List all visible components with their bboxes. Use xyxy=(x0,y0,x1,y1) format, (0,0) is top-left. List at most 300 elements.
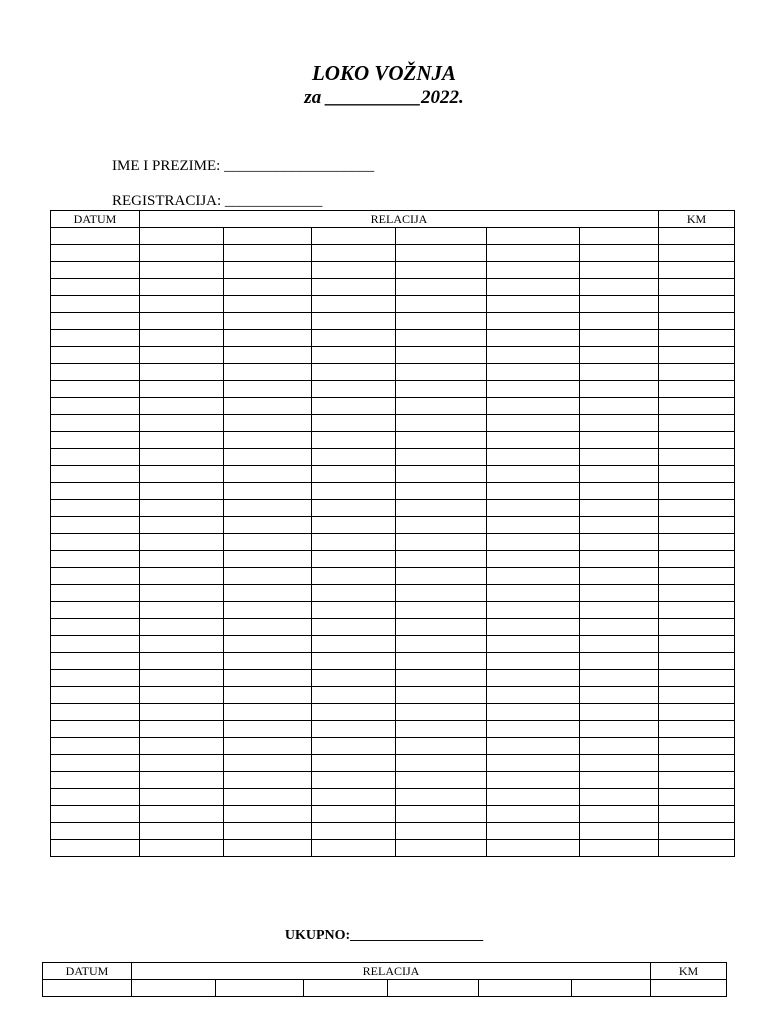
route-cell[interactable] xyxy=(216,980,304,997)
route-cell[interactable] xyxy=(140,517,224,534)
route-cell[interactable] xyxy=(224,551,312,568)
route-cell[interactable] xyxy=(580,772,659,789)
route-cell[interactable] xyxy=(140,806,224,823)
table-row[interactable] xyxy=(51,738,735,755)
table-row[interactable] xyxy=(51,279,735,296)
route-cell[interactable] xyxy=(396,279,487,296)
date-cell[interactable] xyxy=(51,721,140,738)
route-cell[interactable] xyxy=(396,296,487,313)
table-row[interactable] xyxy=(51,568,735,585)
route-cell[interactable] xyxy=(580,534,659,551)
km-cell[interactable] xyxy=(659,296,735,313)
km-cell[interactable] xyxy=(659,636,735,653)
route-cell[interactable] xyxy=(487,483,580,500)
date-cell[interactable] xyxy=(51,381,140,398)
route-cell[interactable] xyxy=(487,772,580,789)
route-cell[interactable] xyxy=(487,687,580,704)
table-row[interactable] xyxy=(51,398,735,415)
route-cell[interactable] xyxy=(224,330,312,347)
route-cell[interactable] xyxy=(487,245,580,262)
km-cell[interactable] xyxy=(659,330,735,347)
route-cell[interactable] xyxy=(487,789,580,806)
route-cell[interactable] xyxy=(580,415,659,432)
date-cell[interactable] xyxy=(51,551,140,568)
route-cell[interactable] xyxy=(580,602,659,619)
route-cell[interactable] xyxy=(580,364,659,381)
route-cell[interactable] xyxy=(224,823,312,840)
km-cell[interactable] xyxy=(659,653,735,670)
route-cell[interactable] xyxy=(224,398,312,415)
route-cell[interactable] xyxy=(580,466,659,483)
table-row[interactable] xyxy=(51,483,735,500)
km-cell[interactable] xyxy=(659,670,735,687)
route-cell[interactable] xyxy=(312,364,396,381)
route-cell[interactable] xyxy=(487,330,580,347)
route-cell[interactable] xyxy=(572,980,651,997)
km-cell[interactable] xyxy=(651,980,727,997)
km-cell[interactable] xyxy=(659,806,735,823)
route-cell[interactable] xyxy=(312,636,396,653)
route-cell[interactable] xyxy=(580,449,659,466)
route-cell[interactable] xyxy=(396,738,487,755)
date-cell[interactable] xyxy=(51,585,140,602)
route-cell[interactable] xyxy=(487,568,580,585)
date-cell[interactable] xyxy=(51,534,140,551)
route-cell[interactable] xyxy=(396,670,487,687)
km-cell[interactable] xyxy=(659,534,735,551)
route-cell[interactable] xyxy=(140,687,224,704)
route-cell[interactable] xyxy=(312,619,396,636)
route-cell[interactable] xyxy=(396,449,487,466)
route-cell[interactable] xyxy=(140,772,224,789)
route-cell[interactable] xyxy=(312,517,396,534)
date-cell[interactable] xyxy=(51,296,140,313)
km-cell[interactable] xyxy=(659,704,735,721)
route-cell[interactable] xyxy=(487,738,580,755)
table-row[interactable] xyxy=(51,823,735,840)
km-cell[interactable] xyxy=(659,772,735,789)
route-cell[interactable] xyxy=(580,296,659,313)
table-row[interactable] xyxy=(51,347,735,364)
route-cell[interactable] xyxy=(140,738,224,755)
route-cell[interactable] xyxy=(396,789,487,806)
route-cell[interactable] xyxy=(396,568,487,585)
route-cell[interactable] xyxy=(487,432,580,449)
route-cell[interactable] xyxy=(224,534,312,551)
route-cell[interactable] xyxy=(487,636,580,653)
route-cell[interactable] xyxy=(580,228,659,245)
date-cell[interactable] xyxy=(51,840,140,857)
route-cell[interactable] xyxy=(224,296,312,313)
route-cell[interactable] xyxy=(580,483,659,500)
table-row[interactable] xyxy=(51,500,735,517)
route-cell[interactable] xyxy=(580,789,659,806)
km-cell[interactable] xyxy=(659,602,735,619)
date-cell[interactable] xyxy=(51,347,140,364)
route-cell[interactable] xyxy=(224,466,312,483)
km-cell[interactable] xyxy=(659,245,735,262)
route-cell[interactable] xyxy=(580,670,659,687)
route-cell[interactable] xyxy=(140,704,224,721)
route-cell[interactable] xyxy=(312,500,396,517)
route-cell[interactable] xyxy=(479,980,572,997)
km-cell[interactable] xyxy=(659,585,735,602)
route-cell[interactable] xyxy=(396,483,487,500)
route-cell[interactable] xyxy=(487,602,580,619)
route-cell[interactable] xyxy=(580,398,659,415)
route-cell[interactable] xyxy=(396,364,487,381)
route-cell[interactable] xyxy=(487,517,580,534)
route-cell[interactable] xyxy=(140,466,224,483)
route-cell[interactable] xyxy=(140,534,224,551)
route-cell[interactable] xyxy=(580,347,659,364)
table-row[interactable] xyxy=(51,602,735,619)
route-cell[interactable] xyxy=(224,228,312,245)
route-cell[interactable] xyxy=(312,568,396,585)
route-cell[interactable] xyxy=(312,653,396,670)
table-row[interactable] xyxy=(51,653,735,670)
route-cell[interactable] xyxy=(396,619,487,636)
date-cell[interactable] xyxy=(51,279,140,296)
route-cell[interactable] xyxy=(396,415,487,432)
route-cell[interactable] xyxy=(224,313,312,330)
route-cell[interactable] xyxy=(396,228,487,245)
route-cell[interactable] xyxy=(224,279,312,296)
km-cell[interactable] xyxy=(659,755,735,772)
date-cell[interactable] xyxy=(51,806,140,823)
date-cell[interactable] xyxy=(51,602,140,619)
table-row[interactable] xyxy=(51,551,735,568)
km-cell[interactable] xyxy=(659,313,735,330)
table-row[interactable] xyxy=(51,296,735,313)
km-cell[interactable] xyxy=(659,364,735,381)
route-cell[interactable] xyxy=(140,568,224,585)
route-cell[interactable] xyxy=(487,381,580,398)
km-cell[interactable] xyxy=(659,279,735,296)
route-cell[interactable] xyxy=(140,823,224,840)
km-cell[interactable] xyxy=(659,449,735,466)
route-cell[interactable] xyxy=(487,364,580,381)
route-cell[interactable] xyxy=(140,789,224,806)
date-cell[interactable] xyxy=(51,449,140,466)
route-cell[interactable] xyxy=(312,585,396,602)
route-cell[interactable] xyxy=(396,653,487,670)
route-cell[interactable] xyxy=(580,619,659,636)
route-cell[interactable] xyxy=(224,517,312,534)
table-row[interactable] xyxy=(51,772,735,789)
route-cell[interactable] xyxy=(224,687,312,704)
route-cell[interactable] xyxy=(396,687,487,704)
route-cell[interactable] xyxy=(388,980,479,997)
km-cell[interactable] xyxy=(659,551,735,568)
route-cell[interactable] xyxy=(312,755,396,772)
route-cell[interactable] xyxy=(396,381,487,398)
km-cell[interactable] xyxy=(659,568,735,585)
route-cell[interactable] xyxy=(396,840,487,857)
km-cell[interactable] xyxy=(659,415,735,432)
date-cell[interactable] xyxy=(51,755,140,772)
route-cell[interactable] xyxy=(580,738,659,755)
route-cell[interactable] xyxy=(224,415,312,432)
route-cell[interactable] xyxy=(487,313,580,330)
route-cell[interactable] xyxy=(140,840,224,857)
route-cell[interactable] xyxy=(224,602,312,619)
route-cell[interactable] xyxy=(487,347,580,364)
km-cell[interactable] xyxy=(659,381,735,398)
route-cell[interactable] xyxy=(224,806,312,823)
route-cell[interactable] xyxy=(580,840,659,857)
date-cell[interactable] xyxy=(51,415,140,432)
route-cell[interactable] xyxy=(312,840,396,857)
table-row[interactable] xyxy=(51,704,735,721)
route-cell[interactable] xyxy=(580,279,659,296)
table-row[interactable] xyxy=(51,245,735,262)
table-row[interactable] xyxy=(51,517,735,534)
route-cell[interactable] xyxy=(396,585,487,602)
route-cell[interactable] xyxy=(312,823,396,840)
route-cell[interactable] xyxy=(396,704,487,721)
route-cell[interactable] xyxy=(224,636,312,653)
route-cell[interactable] xyxy=(312,670,396,687)
route-cell[interactable] xyxy=(312,806,396,823)
route-cell[interactable] xyxy=(396,245,487,262)
date-cell[interactable] xyxy=(51,398,140,415)
route-cell[interactable] xyxy=(580,262,659,279)
route-cell[interactable] xyxy=(224,789,312,806)
route-cell[interactable] xyxy=(140,619,224,636)
table-row[interactable] xyxy=(51,636,735,653)
route-cell[interactable] xyxy=(487,551,580,568)
route-cell[interactable] xyxy=(580,755,659,772)
route-cell[interactable] xyxy=(580,687,659,704)
route-cell[interactable] xyxy=(396,721,487,738)
route-cell[interactable] xyxy=(396,823,487,840)
route-cell[interactable] xyxy=(224,840,312,857)
route-cell[interactable] xyxy=(140,279,224,296)
table-row[interactable] xyxy=(51,466,735,483)
route-cell[interactable] xyxy=(580,500,659,517)
date-cell[interactable] xyxy=(51,432,140,449)
km-cell[interactable] xyxy=(659,738,735,755)
route-cell[interactable] xyxy=(580,568,659,585)
route-cell[interactable] xyxy=(224,483,312,500)
route-cell[interactable] xyxy=(580,636,659,653)
route-cell[interactable] xyxy=(396,466,487,483)
route-cell[interactable] xyxy=(140,313,224,330)
date-cell[interactable] xyxy=(51,245,140,262)
route-cell[interactable] xyxy=(396,313,487,330)
date-cell[interactable] xyxy=(51,772,140,789)
date-cell[interactable] xyxy=(51,568,140,585)
route-cell[interactable] xyxy=(580,313,659,330)
km-cell[interactable] xyxy=(659,619,735,636)
route-cell[interactable] xyxy=(312,483,396,500)
route-cell[interactable] xyxy=(580,381,659,398)
route-cell[interactable] xyxy=(580,432,659,449)
route-cell[interactable] xyxy=(487,398,580,415)
km-cell[interactable] xyxy=(659,789,735,806)
route-cell[interactable] xyxy=(224,738,312,755)
route-cell[interactable] xyxy=(487,823,580,840)
km-cell[interactable] xyxy=(659,721,735,738)
route-cell[interactable] xyxy=(224,432,312,449)
route-cell[interactable] xyxy=(312,330,396,347)
route-cell[interactable] xyxy=(140,245,224,262)
table-row[interactable] xyxy=(51,840,735,857)
route-cell[interactable] xyxy=(487,721,580,738)
km-cell[interactable] xyxy=(659,687,735,704)
table-row[interactable] xyxy=(51,313,735,330)
route-cell[interactable] xyxy=(140,364,224,381)
date-cell[interactable] xyxy=(51,738,140,755)
route-cell[interactable] xyxy=(312,313,396,330)
route-cell[interactable] xyxy=(580,806,659,823)
route-cell[interactable] xyxy=(396,500,487,517)
route-cell[interactable] xyxy=(224,772,312,789)
route-cell[interactable] xyxy=(312,449,396,466)
route-cell[interactable] xyxy=(580,704,659,721)
route-cell[interactable] xyxy=(580,653,659,670)
route-cell[interactable] xyxy=(312,262,396,279)
route-cell[interactable] xyxy=(396,636,487,653)
route-cell[interactable] xyxy=(487,262,580,279)
route-cell[interactable] xyxy=(224,721,312,738)
route-cell[interactable] xyxy=(140,636,224,653)
route-cell[interactable] xyxy=(396,772,487,789)
date-cell[interactable] xyxy=(51,466,140,483)
route-cell[interactable] xyxy=(396,330,487,347)
route-cell[interactable] xyxy=(396,755,487,772)
route-cell[interactable] xyxy=(312,398,396,415)
km-cell[interactable] xyxy=(659,228,735,245)
route-cell[interactable] xyxy=(140,347,224,364)
date-cell[interactable] xyxy=(51,483,140,500)
route-cell[interactable] xyxy=(487,279,580,296)
route-cell[interactable] xyxy=(140,670,224,687)
route-cell[interactable] xyxy=(312,415,396,432)
date-cell[interactable] xyxy=(51,789,140,806)
date-cell[interactable] xyxy=(51,262,140,279)
route-cell[interactable] xyxy=(224,653,312,670)
route-cell[interactable] xyxy=(140,449,224,466)
route-cell[interactable] xyxy=(224,670,312,687)
date-cell[interactable] xyxy=(51,313,140,330)
date-cell[interactable] xyxy=(51,500,140,517)
route-cell[interactable] xyxy=(312,789,396,806)
route-cell[interactable] xyxy=(132,980,216,997)
route-cell[interactable] xyxy=(312,602,396,619)
route-cell[interactable] xyxy=(224,381,312,398)
route-cell[interactable] xyxy=(312,721,396,738)
route-cell[interactable] xyxy=(224,704,312,721)
table-row[interactable] xyxy=(51,364,735,381)
route-cell[interactable] xyxy=(487,534,580,551)
route-cell[interactable] xyxy=(487,840,580,857)
table-row[interactable] xyxy=(51,415,735,432)
date-cell[interactable] xyxy=(43,980,132,997)
date-cell[interactable] xyxy=(51,517,140,534)
route-cell[interactable] xyxy=(224,568,312,585)
route-cell[interactable] xyxy=(312,296,396,313)
table-row[interactable] xyxy=(51,789,735,806)
table-row[interactable] xyxy=(51,619,735,636)
route-cell[interactable] xyxy=(140,585,224,602)
table-row[interactable] xyxy=(51,755,735,772)
route-cell[interactable] xyxy=(140,262,224,279)
date-cell[interactable] xyxy=(51,330,140,347)
table-row[interactable] xyxy=(51,330,735,347)
route-cell[interactable] xyxy=(396,602,487,619)
date-cell[interactable] xyxy=(51,687,140,704)
route-cell[interactable] xyxy=(224,500,312,517)
date-cell[interactable] xyxy=(51,653,140,670)
table-row[interactable] xyxy=(51,534,735,551)
route-cell[interactable] xyxy=(487,619,580,636)
route-cell[interactable] xyxy=(312,704,396,721)
km-cell[interactable] xyxy=(659,823,735,840)
date-cell[interactable] xyxy=(51,636,140,653)
route-cell[interactable] xyxy=(304,980,388,997)
route-cell[interactable] xyxy=(140,483,224,500)
table-row[interactable] xyxy=(43,980,727,997)
route-cell[interactable] xyxy=(312,534,396,551)
table-row[interactable] xyxy=(51,806,735,823)
route-cell[interactable] xyxy=(487,228,580,245)
route-cell[interactable] xyxy=(224,262,312,279)
table-row[interactable] xyxy=(51,585,735,602)
table-row[interactable] xyxy=(51,687,735,704)
route-cell[interactable] xyxy=(224,585,312,602)
route-cell[interactable] xyxy=(140,653,224,670)
route-cell[interactable] xyxy=(396,517,487,534)
route-cell[interactable] xyxy=(487,704,580,721)
route-cell[interactable] xyxy=(396,551,487,568)
date-cell[interactable] xyxy=(51,364,140,381)
route-cell[interactable] xyxy=(487,466,580,483)
route-cell[interactable] xyxy=(312,381,396,398)
route-cell[interactable] xyxy=(312,687,396,704)
route-cell[interactable] xyxy=(224,364,312,381)
route-cell[interactable] xyxy=(487,653,580,670)
table-row[interactable] xyxy=(51,381,735,398)
route-cell[interactable] xyxy=(140,381,224,398)
route-cell[interactable] xyxy=(140,296,224,313)
route-cell[interactable] xyxy=(224,347,312,364)
date-cell[interactable] xyxy=(51,704,140,721)
km-cell[interactable] xyxy=(659,262,735,279)
route-cell[interactable] xyxy=(224,755,312,772)
route-cell[interactable] xyxy=(140,500,224,517)
km-cell[interactable] xyxy=(659,432,735,449)
route-cell[interactable] xyxy=(140,415,224,432)
route-cell[interactable] xyxy=(396,534,487,551)
route-cell[interactable] xyxy=(312,738,396,755)
route-cell[interactable] xyxy=(580,245,659,262)
km-cell[interactable] xyxy=(659,483,735,500)
table-row[interactable] xyxy=(51,721,735,738)
route-cell[interactable] xyxy=(312,551,396,568)
km-cell[interactable] xyxy=(659,398,735,415)
route-cell[interactable] xyxy=(487,500,580,517)
route-cell[interactable] xyxy=(140,551,224,568)
table-row[interactable] xyxy=(51,449,735,466)
route-cell[interactable] xyxy=(312,432,396,449)
route-cell[interactable] xyxy=(312,245,396,262)
route-cell[interactable] xyxy=(487,449,580,466)
route-cell[interactable] xyxy=(312,772,396,789)
km-cell[interactable] xyxy=(659,517,735,534)
route-cell[interactable] xyxy=(396,347,487,364)
